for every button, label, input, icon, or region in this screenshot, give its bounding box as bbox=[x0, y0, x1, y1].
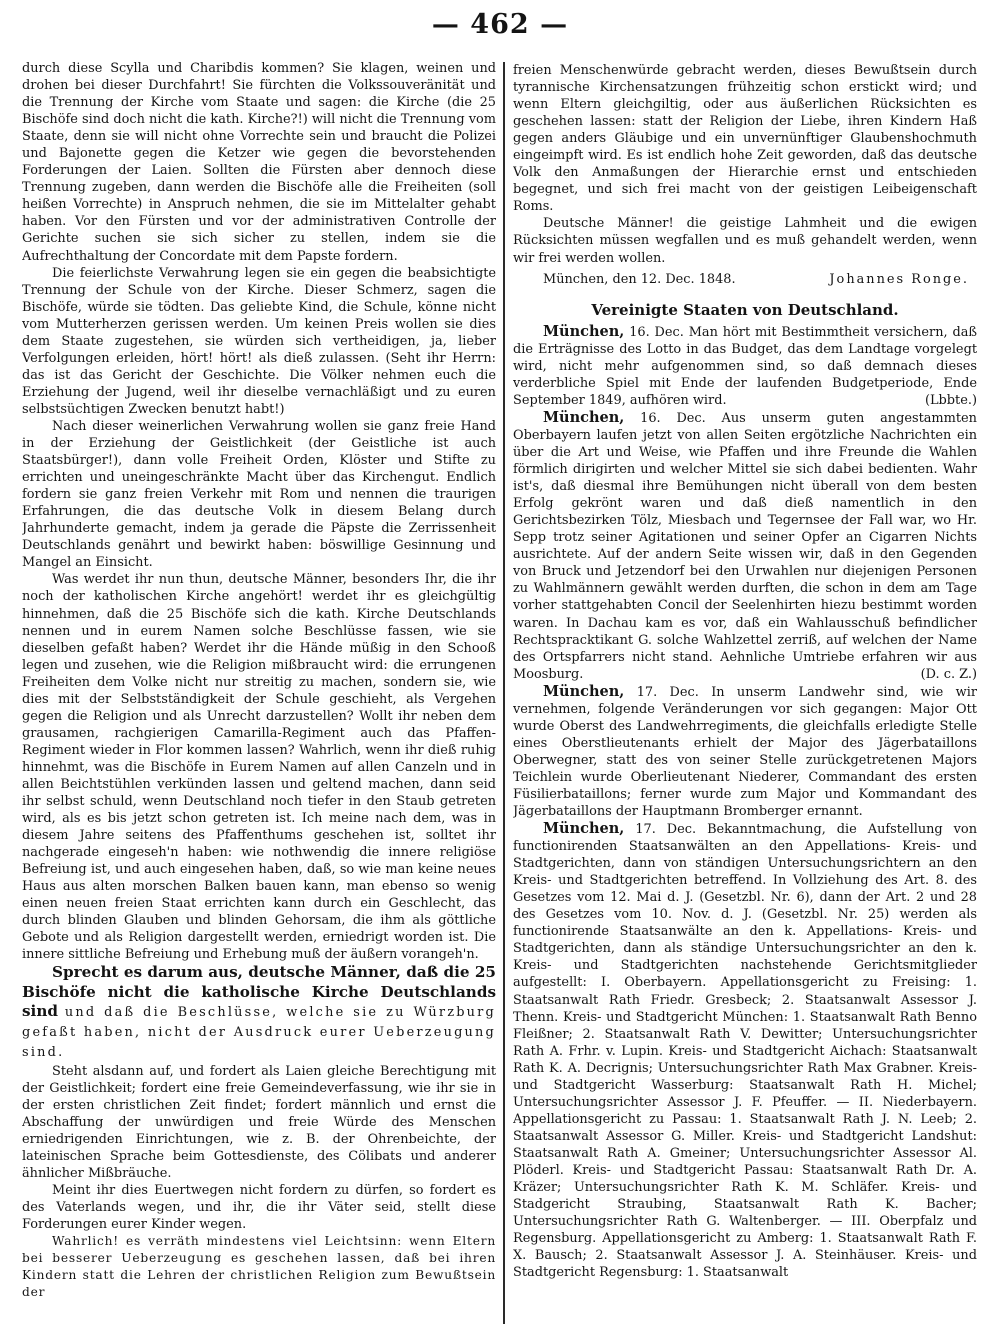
left-column bbox=[22, 60, 496, 1330]
paragraph: Nach dieser weinerlichen Verwahrung wollen sie ganz freie Hand in der Erziehung der Geistlichkeit (der Geistliche ist auch Staatsbürger!), dann volle Freiheit Orden, Klöster und Stifte zu errichten und uneingeschränkte Macht über das Kirchengut. Endlich fordern sie ganz freien Verkehr mit Rom und nennen die traurigen Erfahrungen, die das deutsche Volk in diesem Belang durch Jahrhunderte gemacht, indem ja gerade die Päpste die Zerrissenheit Deutschlands genährt und bewirkt haben: böswillige Gesinnung und Mangel an Einsicht. bbox=[22, 418, 496, 571]
article-text: In unserm Landwehr sind, wie wir vernehmen, folgende Veränderungen vor sich gegangen: Major Ott wurde Oberst des Landwehrregiments, die gleichfalls erledigte Stelle eines Oberstlieutenants erhielt der Major des Jägerbataillons Oberwegner, statt des von seiner Stelle zurückgetretenen Majors Teichlein wurde Oberlieutenant Niederer, Commandant des ersten Füsilierbataillons; ferner wurde zum Major und Kommandant des Jägerbataillons der Hauptmann Bromberger ernannt. bbox=[513, 684, 977, 820]
article-source: (D. c. Z.) bbox=[920, 666, 977, 682]
paragraph: Steht alsdann auf, und fordert als Laien gleiche Berechtigung mit der Geistlichkeit; fordert eine freie Gemeindeverfassung, wie ihr sie in der ersten christlichen Zeit findet; fordert männlich und ernst die Abschaffung der unwürdigen und freie Würde des Menschen erniedrigenden Einrichtungen, wie z. B. der Ohrenbeichte, der lateinischen Sprache beim Gottesdienste, des Cölibats und anderer ähnlicher Mißbräuche. bbox=[22, 1063, 496, 1181]
paragraph: freien Menschenwürde gebracht werden, dieses Bewußtsein durch tyrannische Kirchensatzungen frühzeitig schon erstickt wird; und wenn Eltern gleichgiltig, oder aus äußerlichen Rücksichten es geschehen lassen: statt der Religion der Liebe, ihren Kindern Haß gegen anders Gläubige und ein unvernünftiger Glaubenshochmuth eingeimpft wird. Es ist endlich hohe Zeit geworden, daß das deutsche Volk den Anmaßungen der Hierarchie ernst und entschieden begegnet, und sich frei macht von der geistigen Leibeigenschaft Roms. bbox=[513, 63, 977, 215]
article-date: 16. Dec. bbox=[629, 324, 684, 340]
article-place: München, bbox=[543, 408, 625, 426]
article-place: München, bbox=[543, 820, 625, 838]
article bbox=[513, 409, 977, 683]
article-text: Aus unserm guten angestammten Oberbayern laufen jetzt von allen Seiten ergötzliche Nachrichten ein über die Art und Weise, wie Pfaffen und ihre Freunde die Wahlen förmlich dirigirten und welcher Mittel sie sich dabei bedienten. Wahr ist's, daß diesmal ihre Bemühungen nicht überall von dem besten Erfolg gekrönt waren und daß dieß namentlich in den Gerichtsbezirken Tölz, Miesbach und Tegernsee der Fall war, wo Hr. Sepp trotz seiner Agitationen und seiner Opfer an Cigarren Nichts ausrichtete. Auf der andern Seite wissen wir, daß in den Gegenden von Bruck und Jetzendorf bei den Urwahlen nur diejenigen Personen zu Wahlmännern gewählt werden durften, die schon in dem am Tage vorher stattgehabten Concil der Seelenhirten hiezu bestimmt worden waren. In Dachau kam es vor, daß ein Wahlausschuß befindlicher Rechtspracktikant G. solche Wahlzettel zerriß, auf welchen der Name des Ortspfarrers nicht stand. Aehnliche Umtriebe erfahren wir aus Moosburg. bbox=[513, 410, 977, 682]
article-text: Man hört mit Bestimmtheit versichern, daß die Erträgnisse des Lotto in das Budget, das dem Landtage vorgelegt wird, nicht mehr aufgenommen sind, so daß demnach dieses verderbliche Spiel mit Ende der laufenden Budgetperiode, Ende September 1849, aufhören wird. bbox=[513, 324, 977, 408]
signature: Johannes Ronge. bbox=[829, 271, 969, 287]
paragraph: durch diese Scylla und Charibdis kommen? Sie klagen, weinen und drohen bei dieser Durchfahrt! Sie fürchten die Volkssouveränität und die Trennung der Kirche vom Staate und sagen: die Kirche (die 25 Bischöfe sind doch nicht die kath. Kirche?!) will nicht die Trennung vom Staate, denn sie will nicht ohne Vorrechte sein und braucht die Polizei und Bajonette gegen die Ketzer wie gegen die bevorstehenden Forderungen der Laien. Sollten die Fürsten aber dennoch diese Trennung zugeben, dann werden die Bischöfe alle die Freiheiten (soll heißen Vorrechte) in Anspruch nehmen, die sie im Mittelalter gehabt haben. Vor den Fürsten und vor der administrativen Controlle der Gerichte suchen sie sich sicher zu stellen, indem sie die Aufrechthaltung der Concordate mit dem Papste fordern. bbox=[22, 61, 496, 264]
article-date: 16. Dec. bbox=[640, 410, 706, 426]
bold-statement bbox=[22, 963, 496, 1062]
bold-statement-rest: und daß die Beschlüsse, welche sie zu Würzburg gefaßt haben, nicht der Ausdruck eurer Ueberzeugung sind. bbox=[22, 1004, 496, 1061]
column-divider bbox=[503, 62, 505, 1324]
right-column bbox=[513, 62, 977, 1328]
paragraph: Meint ihr dies Euertwegen nicht fordern zu dürfen, so fordert es des Vaterlands wegen, und ihr, die ihr Väter seid, stellt diese Forderungen eurer Kinder wegen. bbox=[22, 1182, 496, 1232]
article-date: 17. Dec. bbox=[636, 684, 699, 700]
article-source: (Lbbte.) bbox=[924, 392, 977, 408]
section-title: Vereinigte Staaten von Deutschland. bbox=[591, 300, 899, 319]
article-place: München, bbox=[543, 322, 625, 340]
article bbox=[513, 683, 977, 820]
paragraph: Die feierlichste Verwahrung legen sie ein gegen die beabsichtigte Trennung der Schule von der Kirche. Dieser Schmerz, sagen die Bischöfe, würde sie tödten. Das geliebte Kind, die Schule, könne nicht vom Mutterherzen gerissen werden. Um keinen Preis wollen sie dies dem Staate zugestehen, sie würden sich vertheidigen, ja, lieber Verfolgungen erleiden, hört! hört! als dieß zulassen. (Seht ihr Herrn: das ist das Gericht der Geschichte. Die Völker nehmen euch die Erziehung der Jugend, weil ihr dieselbe vernachläßigt und zu euren selbstsüchtigen Zwecken benutzt habt!) bbox=[22, 265, 496, 417]
page-number: — 462 — bbox=[431, 9, 569, 40]
article-place: München, bbox=[543, 682, 625, 700]
article bbox=[513, 323, 977, 409]
paragraph: Deutsche Männer! die geistige Lahmheit und die ewigen Rücksichten müssen wegfallen und es muß gehandelt werden, wenn wir frei werden wollen. bbox=[513, 216, 977, 266]
dateline: München, den 12. Dec. 1848. bbox=[543, 271, 736, 287]
article-date: 17. Dec. bbox=[635, 822, 697, 838]
article-text: Bekanntmachung, die Aufstellung von functionirenden Staatsanwälten an den Appellations- Kreis- und Stadtgerichten, dann von ständigen Untersuchungsrichtern an den Kreis- und Stadtgerichten betreffend. In Vollziehung des Art. 8. des Gesetzes vom 12. Mai d. J. (Gesetzbl. Nr. 6), dann der Art. 2 und 28 des Gesetzes vom 10. Nov. d. J. (Gesetzbl. Nr. 25) werden als functionirende Staatsanwälte an den k. Appellations- Kreis- und Stadtgerichten, dann als ständige Untersuchungsrichter an den k. Kreis- und Stadtgerichten nachstehende Gerichtsmitglieder aufgestellt: I. Oberbayern. Appellationsgericht zu Freising: 1. Staatsanwalt Rath Friedr. Gresbeck; 2. Staatsanwalt Assessor J. Thenn. Kreis- und Stadtgericht München: 1. Staatsanwalt Rath Benno Fleißner; 2. Staatsanwalt Rath V. Dewitter; Untersuchungsrichter Rath A. Frhr. v. Lupin. Kreis- und Stadtgericht Aichach: Staatsanwalt Rath K. A. Decrignis; Untersuchungsrichter Rath Max Grabner. Kreis- und Stadtgericht Wasserburg: Staatsanwalt Rath H. Michel; Untersuchungsrichter Assessor J. F. Pfeuffer. — II. Niederbayern. Appellationsgericht zu Passau: 1. Staatsanwalt Rath J. N. Leeb; 2. Staatsanwalt Assessor G. Miller. Kreis- und Stadtgericht Landshut: Staatsanwalt Rath A. Gmeiner; Untersuchungsrichter Assessor Al. Plöderl. Kreis- und Stadtgericht Passau: Staatsanwalt Rath Dr. A. Kräzer; Untersuchungsrichter Rath K. M. Schläfer. Kreis- und Stadgericht Straubing, Staatsanwalt Rath K. Bacher; Untersuchungsrichter Rath G. Waltenberger. — III. Oberpfalz und Regensburg. Appellationsgericht zu Amberg: 1. Staatsanwalt Rath F. X. Bausch; 2. Staatsanwalt Assessor J. A. Steinhäuser. Kreis- und Stadtgericht Regensburg: 1. Staatsanwalt bbox=[513, 822, 977, 1281]
paragraph: Wahrlich! es verräth mindestens viel Leichtsinn: wenn Eltern bei besserer Ueberzeugung es geschehen lassen, daß bei ihren Kindern statt die Lehren der christlichen Religion zum Bewußtsein der bbox=[22, 1233, 496, 1299]
article bbox=[513, 820, 977, 1281]
paragraph: Was werdet ihr nun thun, deutsche Männer, besonders Ihr, die ihr noch der katholischen Kirche angehört! werdet ihr es gleichgültig hinnehmen, daß die 25 Bischöfe sich die kath. Kirche Deutschlands nennen und in eurem Namen solche Beschlüsse fassen, wie sie dieselben gefaßt haben? Werdet ihr die Hände müßig in den Schooß legen und zusehen, wie die Religion mißbraucht wird: die errungenen Freiheiten dem Volke nicht nur streitig zu machen, sondern sie, wie dies mit der Selbstständigkeit der Schule geschieht, als Vergehen gegen die Religion und als Unrecht darzustellen? Wollt ihr neben dem grausamen, rachgierigen Camarilla-Regiment auch das Pfaffen-Regiment wieder in Flor kommen lassen? Wahrlich, wenn ihr dieß ruhig hinnehmt, was die Bischöfe in Eurem Namen auf allen Canzeln und in allen Beichtstühlen verkünden lassen und geltend machen, dann seid ihr selbst schuld, wenn Deutschland noch tiefer in den Staub getreten wird, als es bis jetzt schon getreten ist. Ich meine nach dem, was in diesem Jahre seitens des Pfaffenthums geschehen ist, solltet ihr nachgerade eingeseh'n haben: wie nothwendig die innere religiöse Befreiung ist, und auch eingesehen haben, daß, so wie man keine neues Haus aus alten morschen Balken bauen kann, man ebenso so wenig einen neuen freien Staat errichten kann durch ein Geschlecht, das durch blinden Glauben und blinden Gehorsam, die ihm als göttliche Gebote und als Religion dargestellt werden, erniedrigt worden ist. Die innere sittliche Befreiung und Erhebung muß der äußern vorangeh'n. bbox=[22, 572, 496, 963]
bold-statement-emphasis: Sprecht es darum aus, deutsche Männer, daß die 25 Bischöfe nicht die katholische Kirche Deutschlands sind bbox=[22, 963, 496, 1020]
